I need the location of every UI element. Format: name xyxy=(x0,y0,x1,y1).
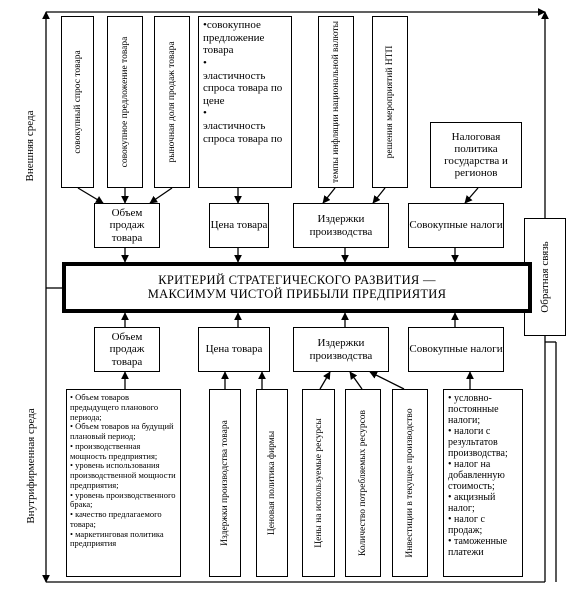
production-costs-box xyxy=(209,389,241,577)
tax-factors-box xyxy=(443,389,523,577)
pricing-policy-box xyxy=(256,389,288,577)
price-factors-line-3: • xyxy=(203,107,207,120)
feedback-label: Обратная связь xyxy=(538,241,551,313)
tax-factor-item: • налоги с результатов производства; xyxy=(448,426,508,459)
production-costs-label: Издержки производства товара xyxy=(219,420,230,546)
tax-factor-item: • акцизный налог; xyxy=(448,492,496,514)
top-price-label: Цена товара xyxy=(210,219,268,232)
criterion-box xyxy=(62,262,532,313)
total-demand-box xyxy=(61,16,94,188)
sales-factor-item: • Объем товаров на будущий плановый период; xyxy=(70,421,174,442)
price-factors-line-2: эластичность спроса товара по цене xyxy=(203,69,283,107)
top-sales-volume-box xyxy=(94,203,160,248)
resource-quantity-box xyxy=(345,389,381,577)
sales-factors-list xyxy=(70,393,177,549)
innovations-label: Инвестиции в текущее производство xyxy=(404,408,415,558)
currency-inflation-label: темпы инфляции национальной валюты xyxy=(330,21,341,183)
bottom-sales-volume-box xyxy=(94,327,160,372)
tax-factor-item: • налог на добавленную стоимость; xyxy=(448,459,505,492)
resource-prices-box xyxy=(302,389,335,577)
total-demand-label: совокупный спрос товара xyxy=(72,50,83,154)
tax-policy-label: Налоговая политика государства и регионов xyxy=(444,130,508,180)
top-costs-label: Издержки производства xyxy=(309,213,373,238)
ntp-solutions-label: решения мероприятий НТП xyxy=(384,45,395,159)
criterion-line-2: МАКСИМУМ ЧИСТОЙ ПРИБЫЛИ ПРЕДПРИЯТИЯ xyxy=(147,286,447,301)
market-share-label: рыночная доля продаж товара xyxy=(166,41,177,163)
price-factors-line-4: эластичность спроса товара по xyxy=(203,120,283,145)
sales-factor-item: • качество предлагаемого товара; xyxy=(70,509,162,529)
pricing-policy-label: Ценовая политика фирмы xyxy=(266,430,277,536)
bottom-price-label: Цена товара xyxy=(205,343,263,356)
criterion-line-1: КРИТЕРИЙ СТРАТЕГИЧЕСКОГО РАЗВИТИЯ — xyxy=(158,272,436,287)
market-share-box xyxy=(154,16,190,188)
bottom-taxes-box xyxy=(408,327,504,372)
sales-factor-item: • Объем товаров предыдущего планового периода; xyxy=(70,392,159,422)
resource-quantity-label: Количество потребляемых ресурсов xyxy=(357,409,368,557)
bottom-taxes-label: Совокупные налоги xyxy=(409,343,503,356)
top-taxes-box xyxy=(408,203,504,248)
price-factors-line-1: • xyxy=(203,56,207,69)
sales-factor-item: • маркетинговая политика предприятия xyxy=(70,528,164,549)
sales-factors-box xyxy=(66,389,181,577)
innovations-box xyxy=(392,389,428,577)
top-costs-box xyxy=(293,203,389,248)
ntp-solutions-box xyxy=(372,16,408,188)
top-taxes-label: Совокупные налоги xyxy=(409,219,503,232)
bottom-sales-volume-label: Объем продаж товара xyxy=(109,331,145,368)
sales-factor-item: • уровень производственного брака; xyxy=(70,489,176,510)
tax-factor-item: • условно-постоянные налоги; xyxy=(448,393,499,426)
internal-environment-label: Внутрифирменная среда xyxy=(25,408,37,524)
top-sales-volume-label: Объем продаж товара xyxy=(109,207,145,244)
top-price-box xyxy=(209,203,269,248)
bottom-costs-box xyxy=(293,327,389,372)
currency-inflation-box xyxy=(318,16,354,188)
price-factors-box xyxy=(198,16,292,188)
sales-factor-item: • уровень использования производственной мощности предприятия; xyxy=(70,460,176,490)
total-supply-box xyxy=(107,16,143,188)
external-environment-label: Внешняя среда xyxy=(24,110,36,182)
bottom-price-box xyxy=(198,327,270,372)
tax-factor-item: • налог с продаж; xyxy=(448,514,485,536)
tax-policy-box xyxy=(430,122,522,188)
resource-prices-label: Цены на используемые ресурсы xyxy=(313,418,324,548)
total-supply-label: совокупное предложение товара xyxy=(119,36,130,168)
tax-factor-item: • таможенные платежи xyxy=(448,536,508,558)
sales-factor-item: • производственная мощность предприятия; xyxy=(70,440,158,461)
bottom-costs-label: Издержки производства xyxy=(309,337,373,362)
price-factors-line-0: •совокупное предложение товара xyxy=(203,19,265,57)
tax-factors-list xyxy=(448,393,518,558)
